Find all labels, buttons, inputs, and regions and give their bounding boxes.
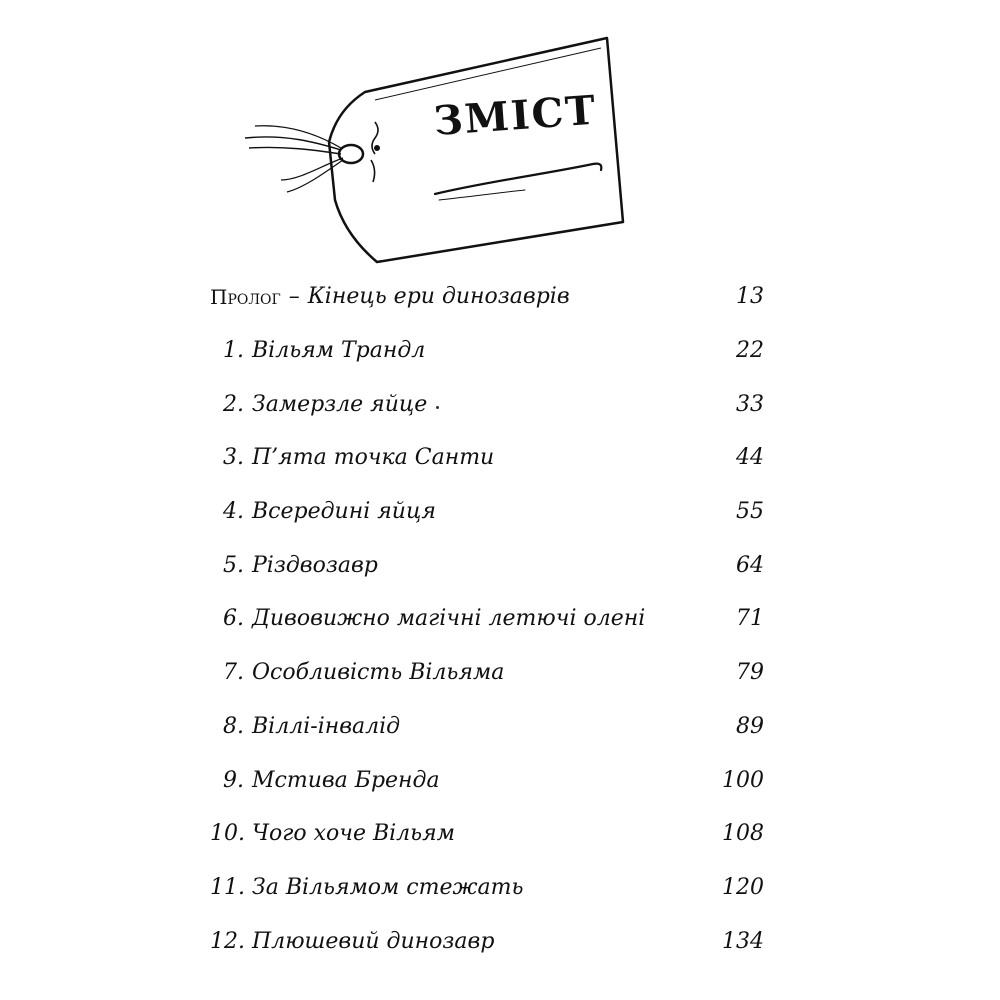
toc-entry-4[interactable] (210, 485, 770, 539)
toc-entry-number: 5. (223, 552, 244, 578)
toc-entry-number: 2. (223, 391, 244, 417)
toc-entry-9[interactable] (210, 753, 770, 807)
toc-entry-page: 44 (736, 445, 764, 471)
toc-entry-title: Чого хоче Вільям (252, 821, 455, 847)
toc-entry-page: 100 (722, 767, 764, 793)
toc-entry-5[interactable] (210, 538, 770, 592)
toc-entry-page: 134 (722, 928, 764, 954)
toc-entry-page: 64 (736, 552, 764, 578)
toc-entry-7[interactable] (210, 646, 770, 700)
toc-entry-title: Кінець ери динозаврів (307, 284, 570, 310)
toc-entry-page: 89 (736, 713, 764, 739)
toc-entry-title: П’ята точка Санти (252, 445, 495, 471)
toc-entry-number: 11. (210, 874, 245, 900)
toc-entry-number: 8. (223, 713, 244, 739)
toc-entry-page: 79 (736, 660, 764, 686)
toc-entry-page: 22 (736, 338, 764, 364)
toc-entry-number: 10. (210, 821, 245, 847)
toc-entry-number: 4. (223, 499, 244, 525)
toc-entry-number: 12. (210, 928, 245, 954)
ink-speck (436, 406, 439, 409)
toc-entry-number: 1. (223, 338, 244, 364)
toc-entry-8[interactable] (210, 700, 770, 754)
toc-entry-3[interactable] (210, 431, 770, 485)
toc-entry-title: Мстива Бренда (252, 767, 440, 793)
toc-entry-page: 55 (736, 499, 764, 525)
toc-entry-page: 13 (736, 284, 764, 310)
toc-entry-title: Особливість Вільяма (252, 660, 505, 686)
toc-entry-12[interactable] (210, 914, 770, 968)
toc-entry-number: 7. (223, 660, 244, 686)
toc-entry-10[interactable] (210, 807, 770, 861)
toc-entry-6[interactable] (210, 592, 770, 646)
prologue-label: Пролог (210, 284, 281, 309)
toc-entry-2[interactable] (210, 377, 770, 431)
toc-entry-title: Різдвозавр (252, 552, 378, 578)
toc-entry-title: Віллі-інвалід (252, 713, 401, 739)
gift-tag-icon (225, 30, 625, 270)
toc-entry-page: 71 (736, 606, 764, 632)
table-of-contents (210, 270, 770, 968)
page-title: ЗМІСТ (432, 86, 599, 145)
toc-entry-title: Дивовижно магічні летючі олені (252, 606, 646, 632)
toc-entry-page: 120 (722, 874, 764, 900)
toc-entry-1[interactable] (210, 324, 770, 378)
toc-entry-title: Плюшевий динозавр (252, 928, 495, 954)
toc-entry-title: Всередині яйця (252, 499, 436, 525)
toc-entry-page: 33 (736, 391, 764, 417)
toc-entry-title: За Вільямом стежать (252, 874, 524, 900)
toc-entry-number: 6. (223, 606, 244, 632)
toc-entry-number: 3. (223, 445, 244, 471)
toc-entry-title: Вільям Трандл (252, 338, 426, 364)
toc-entry-prologue[interactable] (210, 270, 770, 324)
toc-entry-number: 9. (223, 767, 244, 793)
toc-entry-title: Замерзле яйце (252, 391, 428, 417)
prologue-dash: – (288, 284, 300, 310)
toc-entry-11[interactable] (210, 861, 770, 915)
toc-entry-page: 108 (722, 821, 764, 847)
